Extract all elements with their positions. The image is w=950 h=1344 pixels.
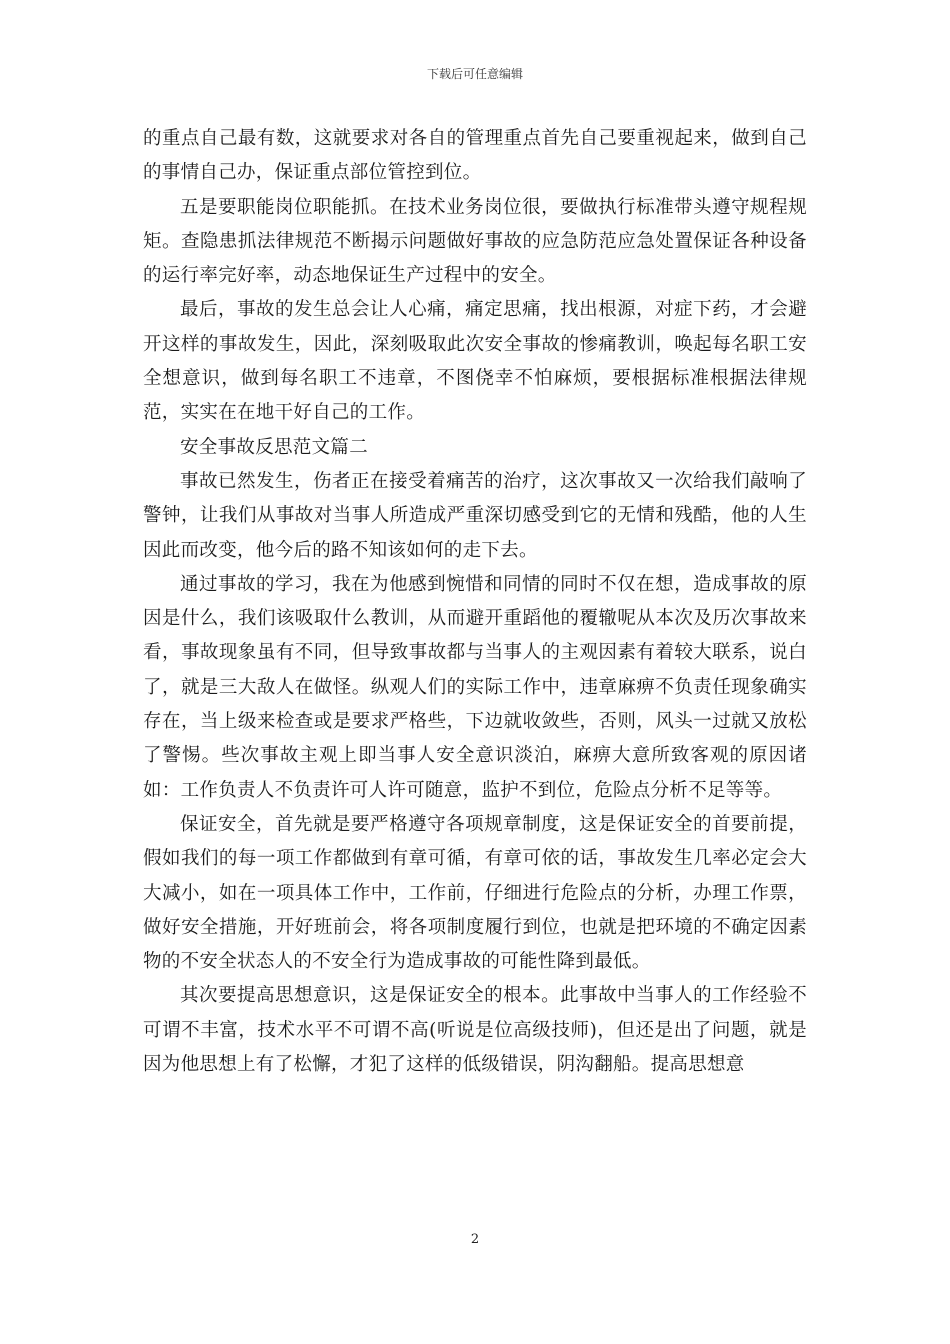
section-heading: 安全事故反思范文篇二 — [180, 436, 369, 458]
paragraph-awareness: 其次要提高思想意识，这是保证安全的根本。此事故中当事人的工作经验不可谓不丰富，技术水平不可谓不高(听说是位高级技师)，但还是出了问题，就是因为他思想上有了松懈，才犯了这样的低级错误，阴沟翻船。提高思想意 — [143, 985, 807, 1076]
paragraph-analysis: 通过事故的学习，我在为他感到惋惜和同情的同时不仅在想，造成事故的原因是什么，我们该吸取什么教训，从而避开重蹈他的覆辙呢从本次及历次事故来看，事故现象虽有不同，但导致事故都与当事人的主观因素有着较大联系，说白了，就是三大敌人在做怪。纵观人们的实际工作中，违章麻痹不负责任现象确实存在，当上级来检查或是要求严格些，下边就收敛些，否则，风头一过就又放松了警惕。些次事故主观上即当事人安全意识淡泊，麻痹大意所致客观的原因诸如：工作负责人不负责许可人许可随意，监护不到位，危险点分析不足等等。 — [143, 573, 807, 801]
paragraph-safety-rules: 保证安全，首先就是要严格遵守各项规章制度，这是保证安全的首要前提，假如我们的每一项工作都做到有章可循，有章可依的话，事故发生几率必定会大大减小，如在一项具体工作中，工作前，仔细进行危险点的分析，办理工作票，做好安全措施，开好班前会，将各项制度履行到位，也就是把环境的不确定因素物的不安全状态人的不安全行为造成事故的可能性降到最低。 — [143, 813, 807, 973]
paragraph-conclusion: 最后，事故的发生总会让人心痛，痛定思痛，找出根源，对症下药，才会避开这样的事故发生，因此，深刻吸取此次安全事故的惨痛教训，唤起每名职工安全想意识，做到每名职工不违章，不图侥幸不怕麻烦，要根据标准根据法律规范，实实在在地干好自己的工作。 — [143, 299, 807, 424]
page-header: 下载后可任意编辑 — [426, 67, 523, 81]
paragraph-intro: 事故已然发生，伤者正在接受着痛苦的治疗，这次事故又一次给我们敲响了警钟，让我们从事故对当事人所造成严重深切感受到它的无情和残酷，他的人生因此而改变，他今后的路不知该如何的走下去。 — [143, 470, 807, 561]
page-number: 2 — [470, 1232, 480, 1247]
paragraph-point-five: 五是要职能岗位职能抓。在技术业务岗位很，要做执行标准带头遵守规程规矩。查隐患抓法律规范不断揭示问题做好事故的应急防范应急处置保证各种设备的运行率完好率，动态地保证生产过程中的安全。 — [143, 196, 807, 287]
paragraph-continuation: 的重点自己最有数，这就要求对各自的管理重点首先自己要重视起来，做到自己的事情自己办，保证重点部位管控到位。 — [143, 128, 807, 184]
document-body — [143, 122, 807, 1082]
